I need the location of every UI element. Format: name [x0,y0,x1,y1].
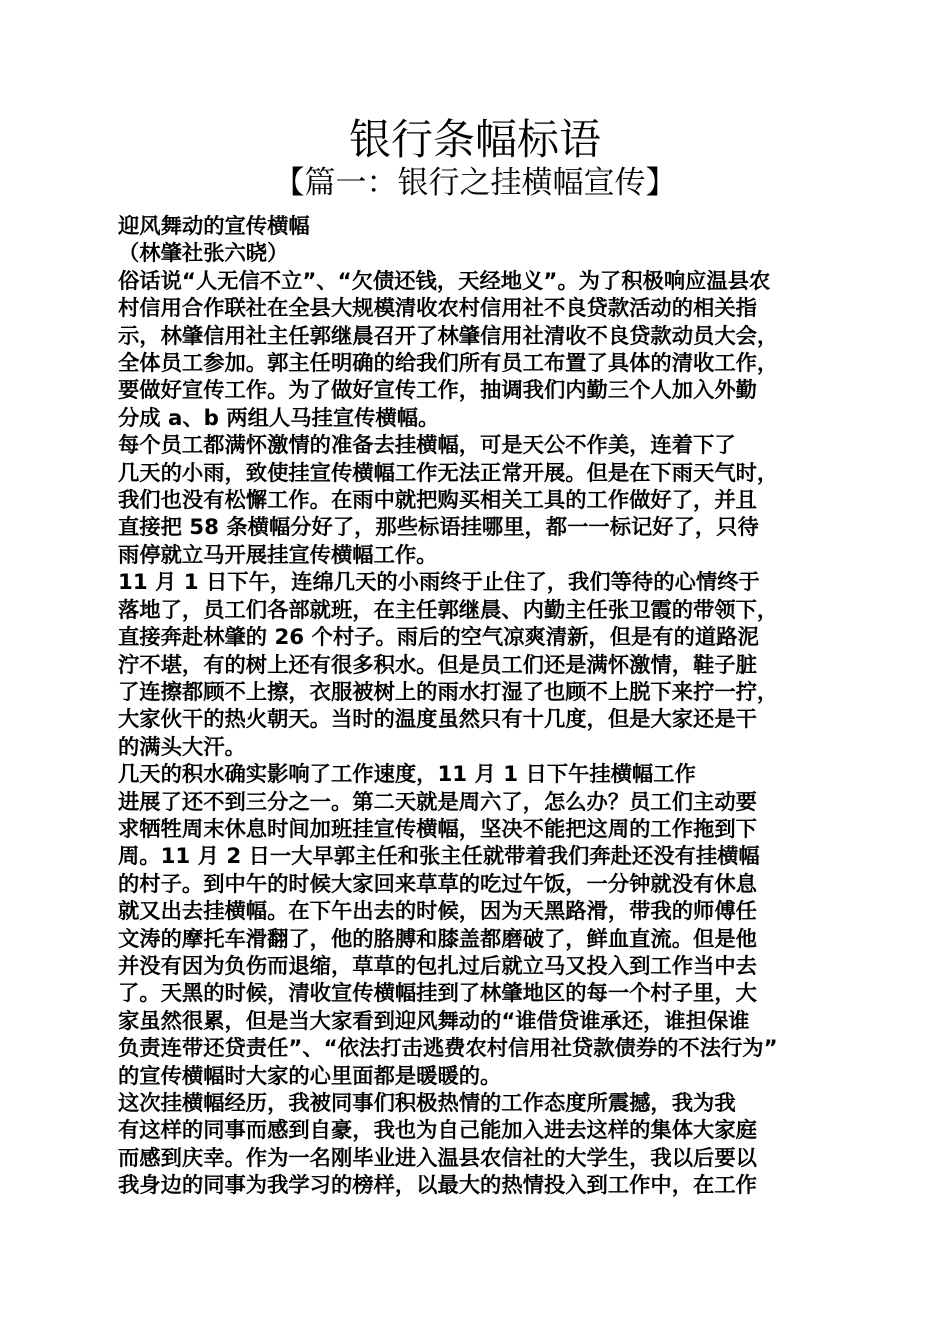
body-line: （林肇社张六晓） [118,241,289,267]
body-line: 的宣传横幅时大家的心里面都是暖暖的。 [118,1063,502,1089]
body-line: 了。天黑的时候，清收宣传横幅挂到了林肇地区的每一个村子里，大 [118,981,757,1007]
body-line: 的村子。到中午的时候大家回来草草的吃过午饭，一分钟就没有休息 [118,871,757,897]
body-line: 俗话说“人无信不立”、“欠债还钱，天经地义”。为了积极响应温县农 [118,268,771,294]
body-line: 直接奔赴林肇的 26 个村子。雨后的空气凉爽清新，但是有的道路泥 [118,625,759,651]
body-line: 村信用合作联社在全县大规模清收农村信用社不良贷款活动的相关指 [118,296,757,322]
body-line: 我们也没有松懈工作。在雨中就把购买相关工具的工作做好了，并且 [118,488,757,514]
body-line: 周。11 月 2 日一大早郭主任和张主任就带着我们奔赴还没有挂横幅 [118,844,760,870]
body-line: 就又出去挂横幅。在下午出去的时候，因为天黑路滑，带我的师傅任 [118,899,757,925]
body-line: 并没有因为负伤而退缩，草草的包扎过后就立马又投入到工作当中去 [118,953,757,979]
body-line: 家虽然很累，但是当大家看到迎风舞动的“谁借贷谁承还，谁担保谁 [118,1008,750,1034]
body-line: 示，林肇信用社主任郭继晨召开了林肇信用社清收不良贷款动员大会， [118,323,779,349]
body-line: 11 月 1 日下午，连绵几天的小雨终于止住了，我们等待的心情终于 [118,570,760,596]
document-title: 银行条幅标语 [348,115,601,164]
body-line: 有这样的同事而感到自豪，我也为自己能加入进去这样的集体大家庭 [118,1118,757,1144]
body-line: 而感到庆幸。作为一名刚毕业进入温县农信社的大学生，我以后要以 [118,1145,757,1171]
body-line: 泞不堪，有的树上还有很多积水。但是员工们还是满怀激情，鞋子脏 [118,652,757,678]
body-line: 求牺牲周末休息时间加班挂宣传横幅，坚决不能把这周的工作拖到下 [118,816,757,842]
body-line: 几天的积水确实影响了工作速度，11 月 1 日下午挂横幅工作 [118,762,696,788]
body-line: 迎风舞动的宣传横幅 [118,214,310,239]
body-line: 的满头大汗。 [118,734,246,760]
body-line: 分成 a、b 两组人马挂宣传横幅。 [118,405,440,431]
body-line: 全体员工参加。郭主任明确的给我们所有员工布置了具体的清收工作， [118,351,779,377]
body-line: 负责连带还贷责任”、“依法打击逃费农村信用社贷款债券的不法行为” [118,1036,778,1062]
body-line: 文涛的摩托车滑翻了，他的胳膊和膝盖都磨破了，鲜血直流。但是他 [118,926,757,952]
body-line: 落地了，员工们各部就班，在主任郭继晨、内勤主任张卫霞的带领下， [118,597,779,623]
document-subtitle: 【篇一：银行之挂横幅宣传】 [273,165,677,201]
body-line: 几天的小雨，致使挂宣传横幅工作无法正常开展。但是在下雨天气时， [118,460,779,486]
body-line: 进展了还不到三分之一。第二天就是周六了，怎么办？员工们主动要 [118,789,757,815]
body-line: 每个员工都满怀激情的准备去挂横幅，可是天公不作美，连着下了 [118,433,736,459]
body-line: 雨停就立马开展挂宣传横幅工作。 [118,542,438,568]
body-line: 要做好宣传工作。为了做好宣传工作，抽调我们内勤三个人加入外勤 [118,378,757,404]
body-line: 了连擦都顾不上擦，衣服被树上的雨水打湿了也顾不上脱下来拧一拧， [118,679,779,705]
body-line: 我身边的同事为我学习的榜样，以最大的热情投入到工作中，在工作 [118,1173,757,1199]
body-line: 大家伙干的热火朝天。当时的温度虽然只有十几度，但是大家还是干 [118,707,757,733]
body-line: 这次挂横幅经历，我被同事们积极热情的工作态度所震撼，我为我 [118,1091,736,1116]
body-line: 直接把 58 条横幅分好了，那些标语挂哪里，都一一标记好了，只待 [118,515,759,541]
article-body [118,213,840,1200]
